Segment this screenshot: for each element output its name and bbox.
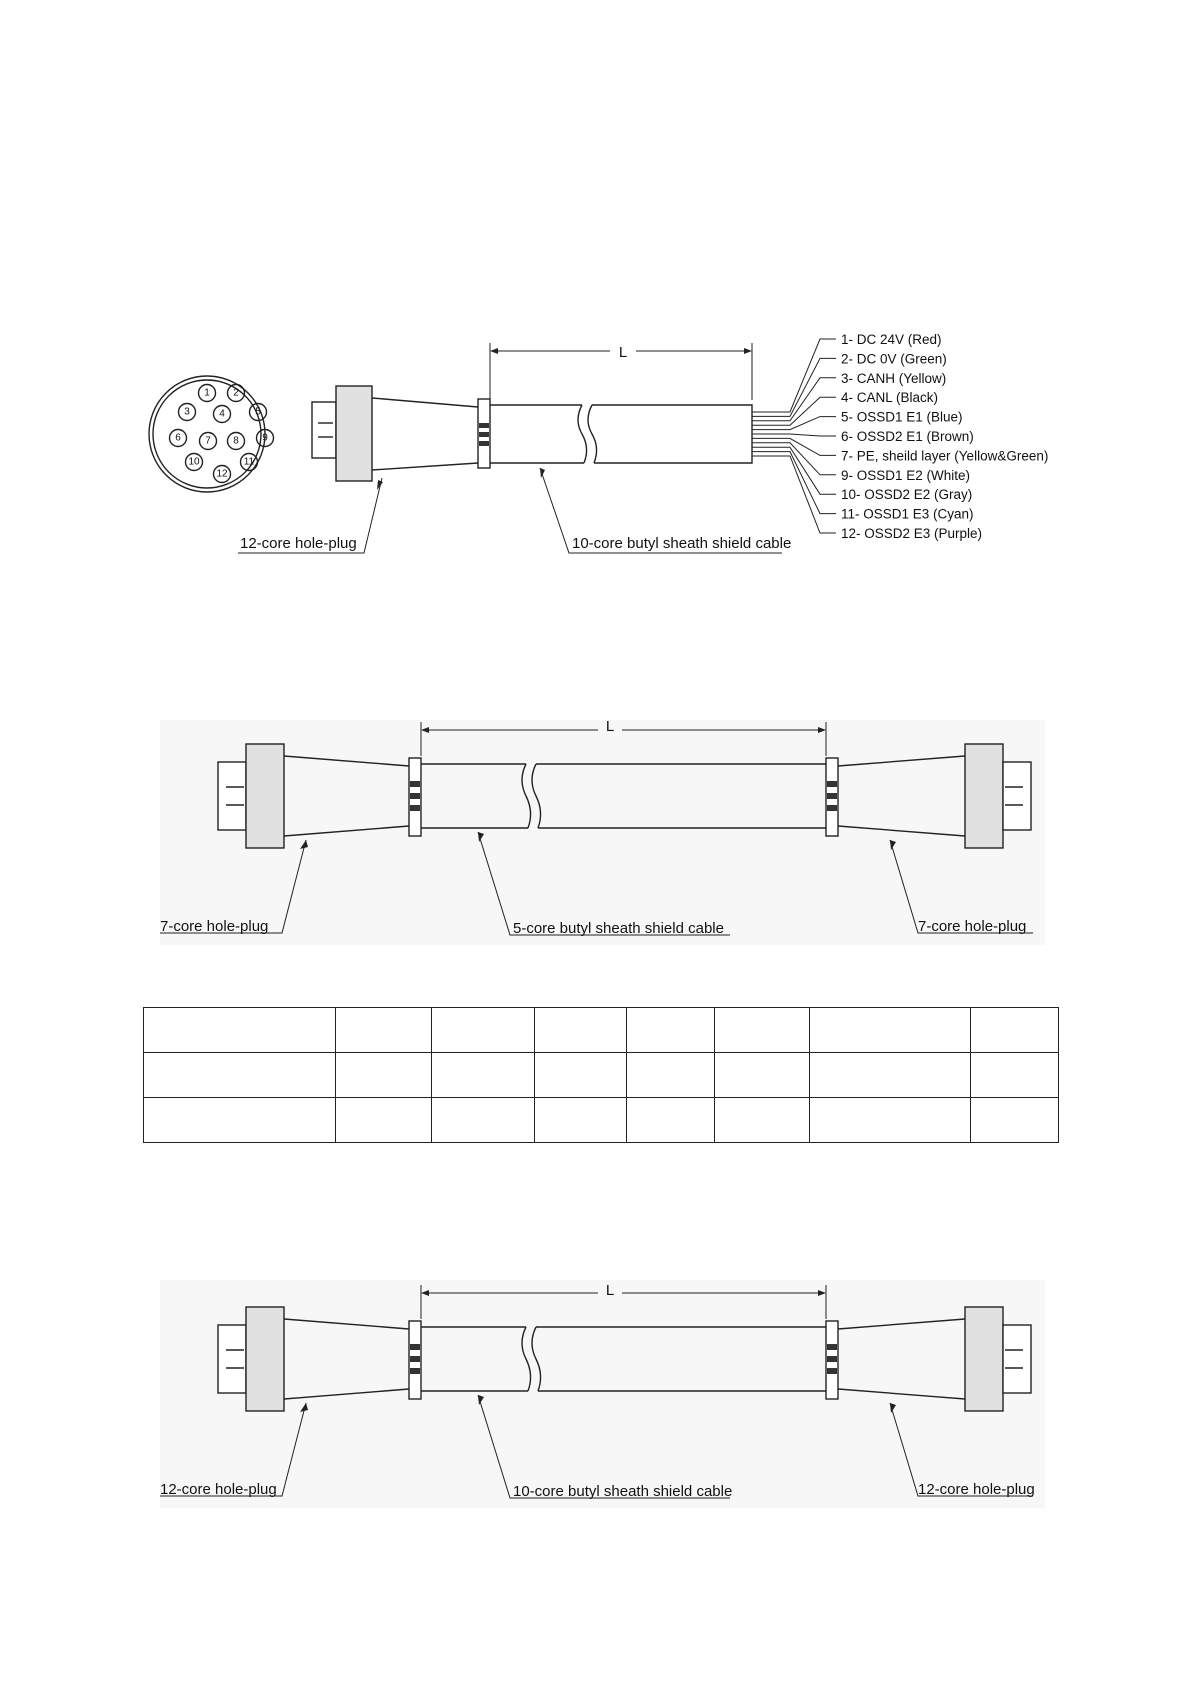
wire [752,447,836,494]
left-plug [246,744,284,848]
table-cell [715,1008,810,1053]
pin-number: 5 [255,406,261,418]
table-cell [432,1098,535,1143]
pin-number: 9 [262,432,268,444]
connector-face [149,376,274,492]
pin-number: 6 [175,432,181,444]
plug-body [312,386,478,481]
pin-number: 7 [205,435,211,447]
figure-3-double-ended-cable [160,1280,1045,1508]
right-plug-label: 7-core hole-plug [918,918,1027,935]
wire [752,452,836,514]
pin-number: 10 [188,456,200,468]
dimension-l [490,343,752,400]
wire-label: 6- OSSD2 E1 (Brown) [841,429,974,444]
right-plug [965,744,1003,848]
table-cell [627,1098,715,1143]
right-plug-label: 12-core hole-plug [918,1481,1035,1498]
figure-3-background [160,1280,1045,1508]
left-plug-label: 12-core hole-plug [160,1481,277,1498]
pin-number: 2 [233,387,239,399]
table-cell [432,1053,535,1098]
pin-number: 8 [233,435,239,447]
cable-ferrule [478,399,490,468]
table-cell [144,1008,336,1053]
table-row [144,1098,1059,1143]
table-cell [810,1053,971,1098]
left-plug [246,1307,284,1411]
wire-label: 10- OSSD2 E2 (Gray) [841,487,973,503]
table-cell [627,1008,715,1053]
wire [752,339,836,412]
left-plug-label: 7-core hole-plug [160,918,269,935]
pin-number: 11 [243,456,255,468]
wire [752,358,836,416]
table-cell [336,1053,432,1098]
wire [752,417,836,430]
table-cell [971,1098,1059,1143]
wire-label: 3- CANH (Yellow) [841,370,947,386]
table-cell [535,1008,627,1053]
figure-1-single-ended-cable [149,332,1048,553]
table-row [144,1053,1059,1098]
pin-number: 3 [184,406,190,418]
cable-sheath [490,405,752,463]
table-cell [715,1053,810,1098]
cable-label: 10-core butyl sheath shield cable [572,535,792,552]
table-cell [810,1008,971,1053]
plug-label: 12-core hole-plug [240,535,357,552]
wire-label: 2- DC 0V (Green) [841,351,947,367]
wire [752,378,836,421]
table-cell [971,1008,1059,1053]
table-cell [971,1053,1059,1098]
wire-label: 5- OSSD1 E1 (Blue) [841,409,963,425]
wire-label: 1- DC 24V (Red) [841,332,942,347]
table-cell [336,1098,432,1143]
table-cell [336,1008,432,1053]
pin-number: 1 [204,387,210,399]
wire-label: 4- CANL (Black) [841,390,939,406]
table-cell [810,1098,971,1143]
dimension-label: L [618,344,628,361]
wire [752,434,836,436]
table-cell [144,1098,336,1143]
cable-label: 10-core butyl sheath shield cable [513,1483,733,1500]
right-plug [965,1307,1003,1411]
table-cell [144,1053,336,1098]
dimension-label: L [605,718,615,735]
spec-table [143,1007,1059,1143]
dimension-label: L [605,1282,615,1299]
wire-label: 12- OSSD2 E3 (Purple) [841,526,983,541]
figure-2-double-ended-cable [160,718,1045,945]
table-cell [627,1053,715,1098]
table-cell [535,1053,627,1098]
table-cell [715,1098,810,1143]
cable-label: 5-core butyl sheath shield cable [513,920,724,937]
pin-number: 12 [216,468,228,480]
table-row [144,1008,1059,1053]
table-cell [432,1008,535,1053]
wire-label: 7- PE, sheild layer (Yellow&Green) [841,448,1049,464]
table-cell [535,1098,627,1143]
pin-number: 4 [219,408,225,420]
wire-fanout [752,332,1048,541]
wire-label: 9- OSSD1 E2 (White) [841,467,971,483]
wire-label: 11- OSSD1 E3 (Cyan) [841,506,974,522]
